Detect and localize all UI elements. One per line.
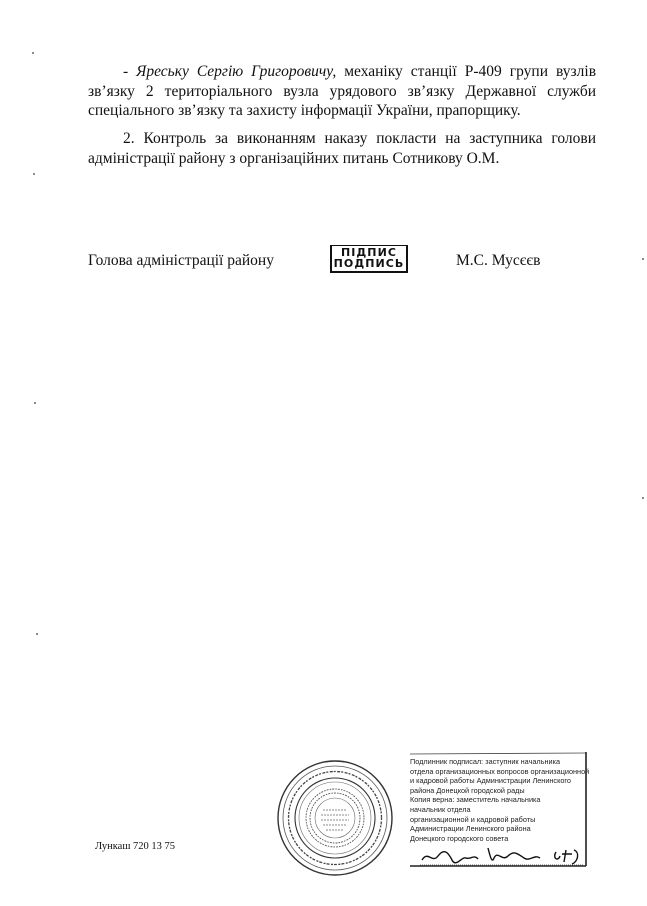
certification-stamp	[408, 752, 588, 868]
signature-stamp	[330, 245, 408, 273]
cert-line: Донецкого городского совета	[410, 833, 509, 843]
cert-line: Подлинник подписал: заступник начальника	[410, 757, 561, 766]
scan-speck	[642, 497, 644, 499]
appointee-position: механіку станції Р-409 групи вузлів зв’язку 2 територіального вузла урядового зв’язку Державної служби спеціального зв’язку та захисту інформації України, прапорщику.	[88, 63, 597, 119]
signature-stamp-line2: ПОДПИСЬ	[333, 258, 405, 270]
cert-line: начальник отдела	[410, 804, 471, 814]
scan-speck	[33, 173, 35, 175]
cert-line: района Донецкой городской рады	[410, 785, 525, 795]
cert-line: и кадровой работы Администрации Ленинского	[410, 776, 571, 786]
round-seal-icon	[275, 758, 395, 878]
scan-speck	[34, 402, 36, 404]
cert-line: Копия верна: заместитель начальника	[410, 795, 541, 805]
appointee-name: - Яреську Сергію Григоровичу,	[123, 63, 337, 80]
scan-speck	[32, 52, 34, 54]
signatory-title: Голова адміністрації району	[88, 252, 274, 269]
cert-line: Администрации Ленинского района	[410, 824, 531, 834]
executor-contact: Лункаш 720 13 75	[95, 841, 176, 852]
paragraph-appointee	[88, 62, 596, 121]
certification-text	[410, 757, 589, 843]
signature-stamp-line1: ПІДПИС	[340, 247, 397, 259]
paragraph-control	[88, 129, 596, 168]
scan-speck	[36, 633, 38, 635]
scan-speck	[642, 258, 644, 260]
handwritten-signature-icon	[418, 844, 588, 868]
cert-line: организационной и кадровой работы	[410, 814, 536, 824]
cert-line: отдела организационных вопросов организационной	[410, 766, 590, 776]
signatory-name: М.С. Мусєєв	[456, 252, 541, 269]
control-text: 2. Контроль за виконанням наказу покласти на заступника голови адміністрації району з організаційних питань Сотникову О.М.	[88, 130, 596, 167]
